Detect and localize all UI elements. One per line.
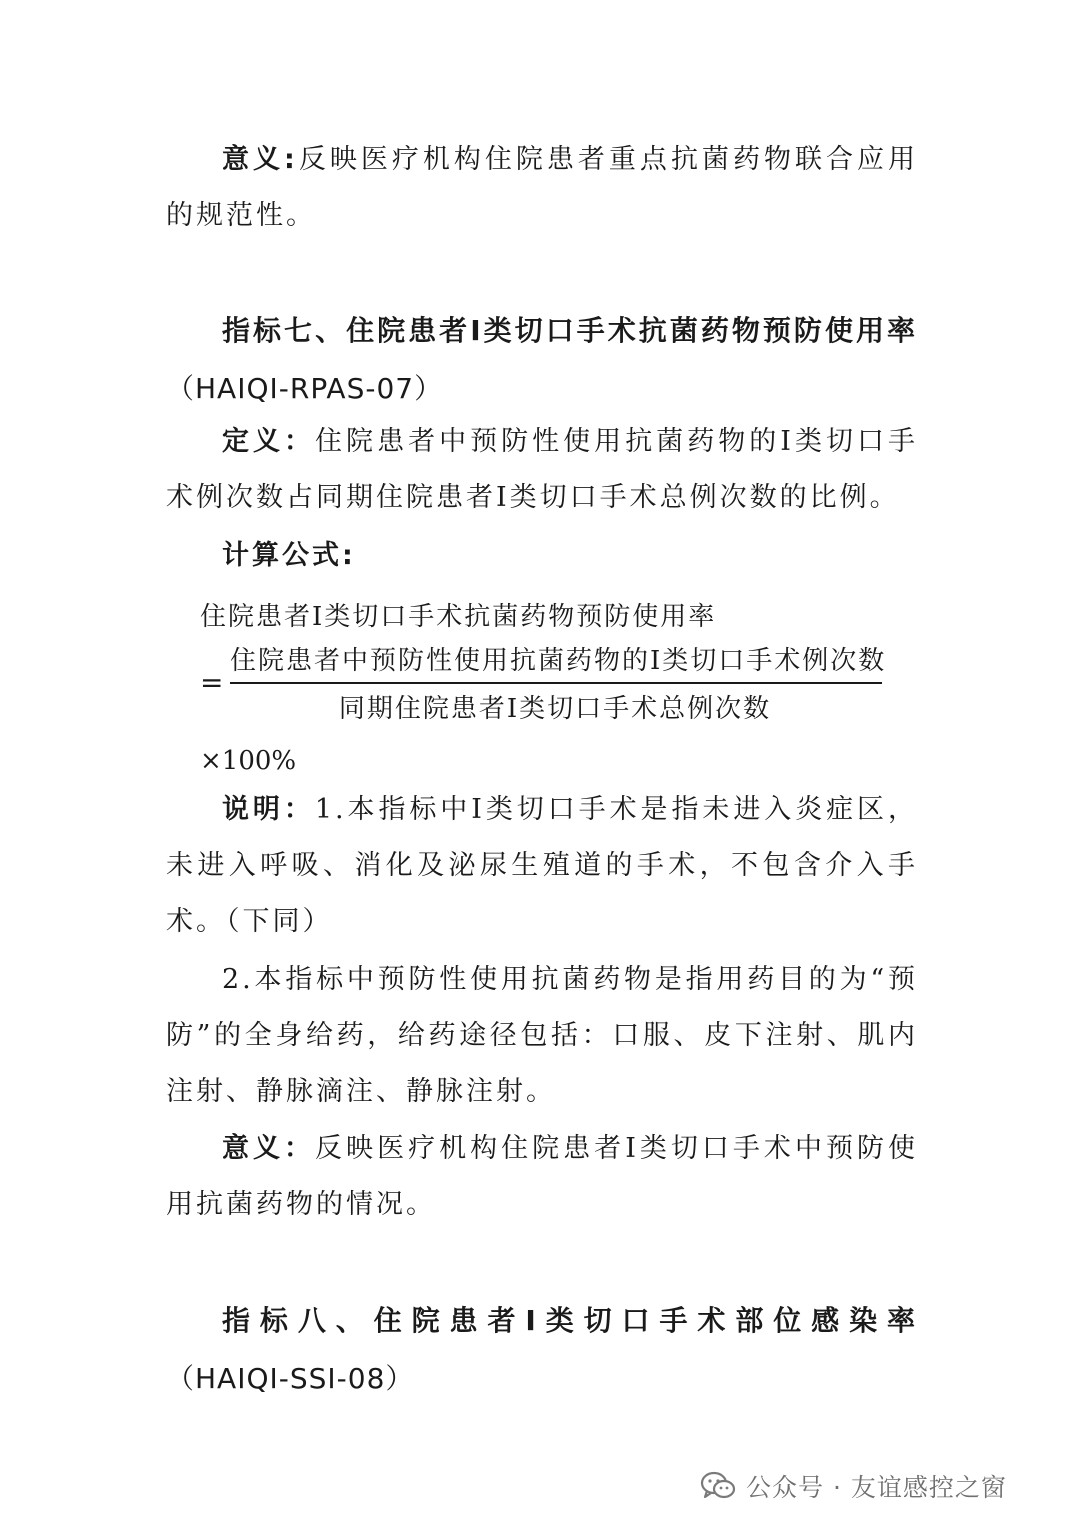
meaning-label: 意义: — [222, 144, 298, 175]
note1-text: 1.本指标中Ⅰ类切口手术是指未进入炎症区，未进入呼吸、消化及泌尿生殖道的手术，不包含介入手术。（下同） — [166, 794, 918, 937]
note-paragraph-2 — [166, 952, 918, 1120]
definition-paragraph — [166, 414, 918, 526]
note-paragraph-1 — [166, 782, 918, 950]
indicator8-heading — [166, 1292, 918, 1408]
indicator8-title: 指标八、住院患者Ⅰ类切口手术部位感染率 — [222, 1304, 918, 1337]
wechat-icon — [700, 1471, 736, 1501]
meaning7-text: 反映医疗机构住院患者Ⅰ类切口手术中预防使用抗菌药物的情况。 — [166, 1133, 918, 1220]
definition-label: 定义： — [222, 426, 316, 457]
meaning-text: 反映医疗机构住院患者重点抗菌药物联合应用的规范性。 — [166, 144, 918, 231]
definition-text: 住院患者中预防性使用抗菌药物的Ⅰ类切口手术例次数占同期住院患者Ⅰ类切口手术总例次数的比例。 — [166, 426, 918, 513]
indicator7-heading — [166, 302, 918, 418]
meaning-paragraph — [166, 1121, 918, 1233]
indicator7-title: 指标七、住院患者Ⅰ类切口手术抗菌药物预防使用率 — [222, 314, 918, 347]
note2-text: 2.本指标中预防性使用抗菌药物是指用药目的为“预防”的全身给药，给药途径包括：口服、皮下注射、肌内注射、静脉滴注、静脉注射。 — [166, 964, 918, 1107]
formula-multiplier-wrap — [200, 596, 900, 786]
formula-label: 计算公式: — [222, 540, 356, 571]
formula-equals: = — [200, 666, 226, 699]
formula-denominator: 同期住院患者Ⅰ类切口手术总例次数 — [338, 694, 772, 724]
formula-multiplier: ×100% — [200, 746, 297, 776]
meaning7-label: 意义： — [222, 1133, 316, 1164]
note-label: 说明： — [222, 794, 315, 825]
wechat-watermark — [700, 1461, 1007, 1511]
previous-meaning-paragraph — [166, 132, 918, 244]
formula-label-line — [166, 528, 918, 584]
indicator8-code: （HAIQI-SSI-08） — [166, 1362, 415, 1395]
watermark-text: 公众号 · 友谊感控之窗 — [746, 1473, 1007, 1502]
formula-numerator: 住院患者中预防性使用抗菌药物的Ⅰ类切口手术例次数 — [230, 646, 887, 676]
indicator7-code: （HAIQI-RPAS-07） — [166, 372, 444, 405]
formula-lhs: 住院患者Ⅰ类切口手术抗菌药物预防使用率 — [200, 602, 717, 632]
